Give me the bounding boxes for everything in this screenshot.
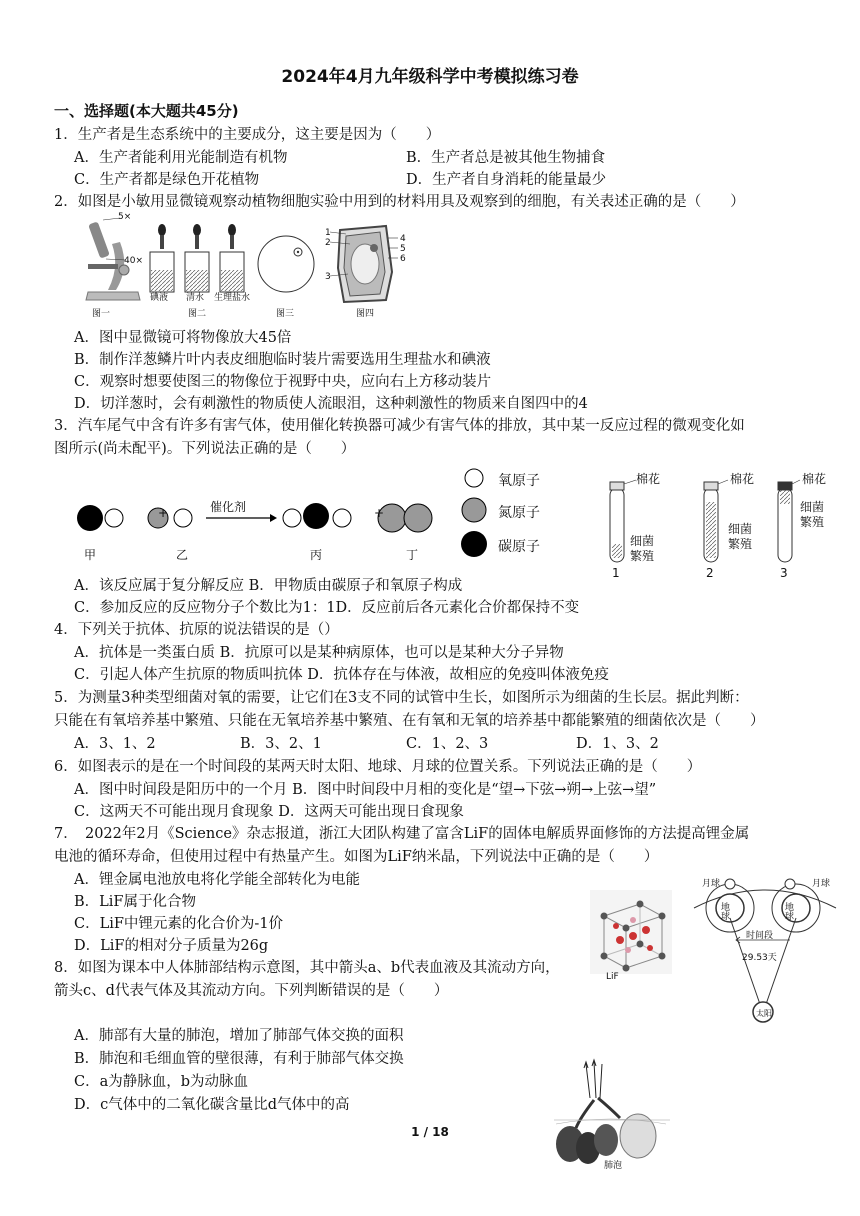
plus-sign: + [374, 506, 385, 520]
question-7-option-d: D．LiF的相对分子质量为26g [74, 938, 269, 954]
legend-carbon: 碳原子 [498, 539, 540, 555]
cell-label: 1 [325, 228, 331, 238]
page-title: 2024年4月九年级科学中考模拟练习卷 [281, 67, 579, 87]
question-4-option-ab: A．抗体是一类蛋白质 B．抗原可以是某种病原体，也可以是某种大分子异物 [74, 645, 564, 661]
section-heading: 一、选择题(本大题共45分) [54, 102, 239, 120]
question-5-option-b: B．3、2、1 [240, 736, 322, 752]
test-tube-3 [778, 482, 792, 562]
figure-caption: 图二 [188, 309, 207, 319]
question-2-option-d: D．切洋葱时，会有刺激性的物质使人流眼泪，这种刺激性的物质来自图四中的4 [74, 396, 588, 412]
eyepiece-label: 40× [124, 256, 143, 266]
molecule-name: 乙 [176, 548, 189, 562]
earth-label: 地球 [783, 902, 793, 920]
test-tube-1 [610, 482, 624, 562]
molecule-name: 丙 [310, 548, 323, 562]
tube-number: 1 [612, 566, 620, 580]
molecule-name: 丁 [406, 548, 419, 562]
legend-oxygen: 氧原子 [498, 473, 540, 489]
test-tube-2 [704, 482, 718, 562]
microscope-figure [68, 212, 398, 322]
cotton-label: 棉花 [802, 472, 827, 486]
bacteria-label: 细菌繁殖 [630, 534, 655, 563]
question-1-stem: 1．生产者是生态系统中的主要成分，这主要是因为（ ） [54, 127, 441, 143]
molecule-name: 甲 [84, 548, 97, 562]
question-4-stem: 4．下列关于抗体、抗原的说法错误的是（） [54, 622, 339, 638]
question-5-option-c: C．1、2、3 [406, 736, 489, 752]
catalyst-label: 催化剂 [210, 500, 247, 514]
question-3-stem: 3．汽车尾气中含有许多有害气体，使用催化转换器可减少有害气体的排放，其中某一反应过程的微观变化如 [54, 418, 745, 434]
cotton-label: 棉花 [636, 472, 661, 486]
cotton-label: 棉花 [730, 472, 755, 486]
test-tubes-figure [604, 472, 827, 582]
page-number: 1 / 18 [411, 1125, 449, 1139]
question-5-stem-cont: 只能在有氧培养基中繁殖、只能在无氧培养基中繁殖、在有氧和无氧的培养基中都能繁殖的细菌依次是（ ） [54, 713, 765, 729]
cell-label: 5 [400, 244, 406, 254]
question-1-option-c: C．生产者都是绿色开花植物 [74, 172, 260, 188]
microscope-view-circle [258, 236, 314, 292]
plant-cell-diagram [330, 226, 398, 302]
question-3-option-ab: A．该反应属于复分解反应 B．甲物质由碳原子和氧原子构成 [74, 578, 463, 594]
question-4-option-cd: C．引起人体产生抗原的物质叫抗体 D．抗体存在与体液，故相应的免疫叫体液免疫 [74, 667, 609, 683]
question-5-option-a: A．3、1、2 [74, 736, 156, 752]
question-5-stem: 5．为测量3种类型细菌对氧的需要，让它们在3支不同的试管中生长，如图所示为细菌的生长层。据此判断： [54, 690, 749, 706]
figure-caption: 图三 [276, 309, 295, 319]
plus-sign: + [158, 506, 169, 520]
figure-caption: 图一 [92, 309, 111, 319]
cell-label: 4 [400, 234, 406, 244]
question-8-option-d: D．c气体中的二氧化碳含量比d气体中的高 [74, 1097, 350, 1113]
question-8-option-c: C．a为静脉血，b为动脉血 [74, 1074, 249, 1090]
question-5-option-d: D．1、3、2 [576, 736, 659, 752]
figure-caption: 图四 [356, 309, 375, 319]
question-7-option-b: B．LiF属于化合物 [74, 894, 196, 910]
tube-number: 2 [706, 566, 714, 580]
question-8-option-a: A．肺部有大量的肺泡，增加了肺部气体交换的面积 [74, 1028, 404, 1044]
reagent-label: 清水 [186, 293, 205, 303]
reagent-label: 碘液 [150, 293, 169, 303]
cell-label: 6 [400, 254, 406, 264]
lif-label: LiF [606, 972, 619, 982]
moon-label: 月球 [812, 879, 831, 889]
bacteria-label: 细菌繁殖 [728, 522, 753, 551]
interval-label: 时间段 [746, 931, 774, 941]
reaction-diagram [70, 466, 450, 566]
question-2-option-b: B．制作洋葱鳞片叶内表皮细胞临时装片需要选用生理盐水和碘液 [74, 352, 491, 368]
reagent-label: 生理盐水 [214, 293, 251, 303]
question-2-stem: 2．如图是小敏用显微镜观察动植物细胞实验中用到的材料用具及观察到的细胞，有关表述正确的是（ ） [54, 194, 745, 210]
question-6-option-cd: C．这两天不可能出现月食现象 D．这两天可能出现日食现象 [74, 804, 464, 820]
question-1-option-b: B．生产者总是被其他生物捕食 [406, 150, 606, 166]
question-2-option-a: A．图中显微镜可将物像放大45倍 [74, 330, 292, 346]
question-8-stem: 8．如图为课本中人体肺部结构示意图，其中箭头a、b代表血液及其流动方向， [54, 960, 560, 976]
lif-crystal-figure [590, 890, 672, 974]
alveoli-label: 肺泡 [604, 1161, 623, 1171]
reagent-bottles-icon [150, 224, 244, 292]
bacteria-label: 细菌繁殖 [800, 500, 825, 529]
question-8-stem-cont: 箭头c、d代表气体及其流动方向。下列判断错误的是（ ） [54, 983, 449, 999]
question-7-stem: 7． 2022年2月《Science》杂志报道，浙江大团队构建了富含LiF的固体电解质界面修饰的方法提高锂金属 [54, 826, 750, 842]
objective-label: 5× [118, 212, 132, 222]
legend-nitrogen: 氮原子 [498, 505, 540, 521]
days-label: 29.53天 [742, 953, 777, 963]
tube-number: 3 [780, 566, 788, 580]
cell-label: 2 [325, 238, 331, 248]
atom-legend [462, 466, 502, 566]
question-6-stem: 6．如图表示的是在一个时间段的某两天时太阳、地球、月球的位置关系。下列说法正确的是（ ） [54, 759, 702, 775]
question-2-option-c: C．观察时想要使图三的物像位于视野中央，应向右上方移动装片 [74, 374, 492, 390]
earth-label: 地球 [719, 902, 729, 920]
sun-label: 太阳 [756, 1009, 772, 1018]
question-6-option-ab: A．图中时间段是阳历中的一个月 B．图中时间段中月相的变化是“望→下弦→朔→上弦→望” [74, 782, 657, 798]
lung-alveoli-figure [550, 1058, 680, 1168]
question-7-stem-cont: 电池的循环寿命，但使用过程中有热量产生。如图为LiF纳米晶，下列说法中正确的是（ ） [54, 849, 659, 865]
question-8-option-b: B．肺泡和毛细血管的壁很薄，有利于肺部气体交换 [74, 1051, 404, 1067]
question-1-option-d: D．生产者自身消耗的能量最少 [406, 172, 607, 188]
question-3-option-cd: C．参加反应的反应物分子个数比为1：1D．反应前后各元素化合价都保持不变 [74, 600, 580, 616]
question-3-stem-cont: 图所示(尚未配平)。下列说法正确的是（ ） [54, 441, 356, 457]
moon-label: 月球 [702, 879, 721, 889]
question-7-option-a: A．锂金属电池放电将化学能全部转化为电能 [74, 872, 360, 888]
question-7-option-c: C．LiF中锂元素的化合价为-1价 [74, 916, 284, 932]
question-1-option-a: A．生产者能利用光能制造有机物 [74, 150, 288, 166]
cell-label: 3 [325, 272, 331, 282]
